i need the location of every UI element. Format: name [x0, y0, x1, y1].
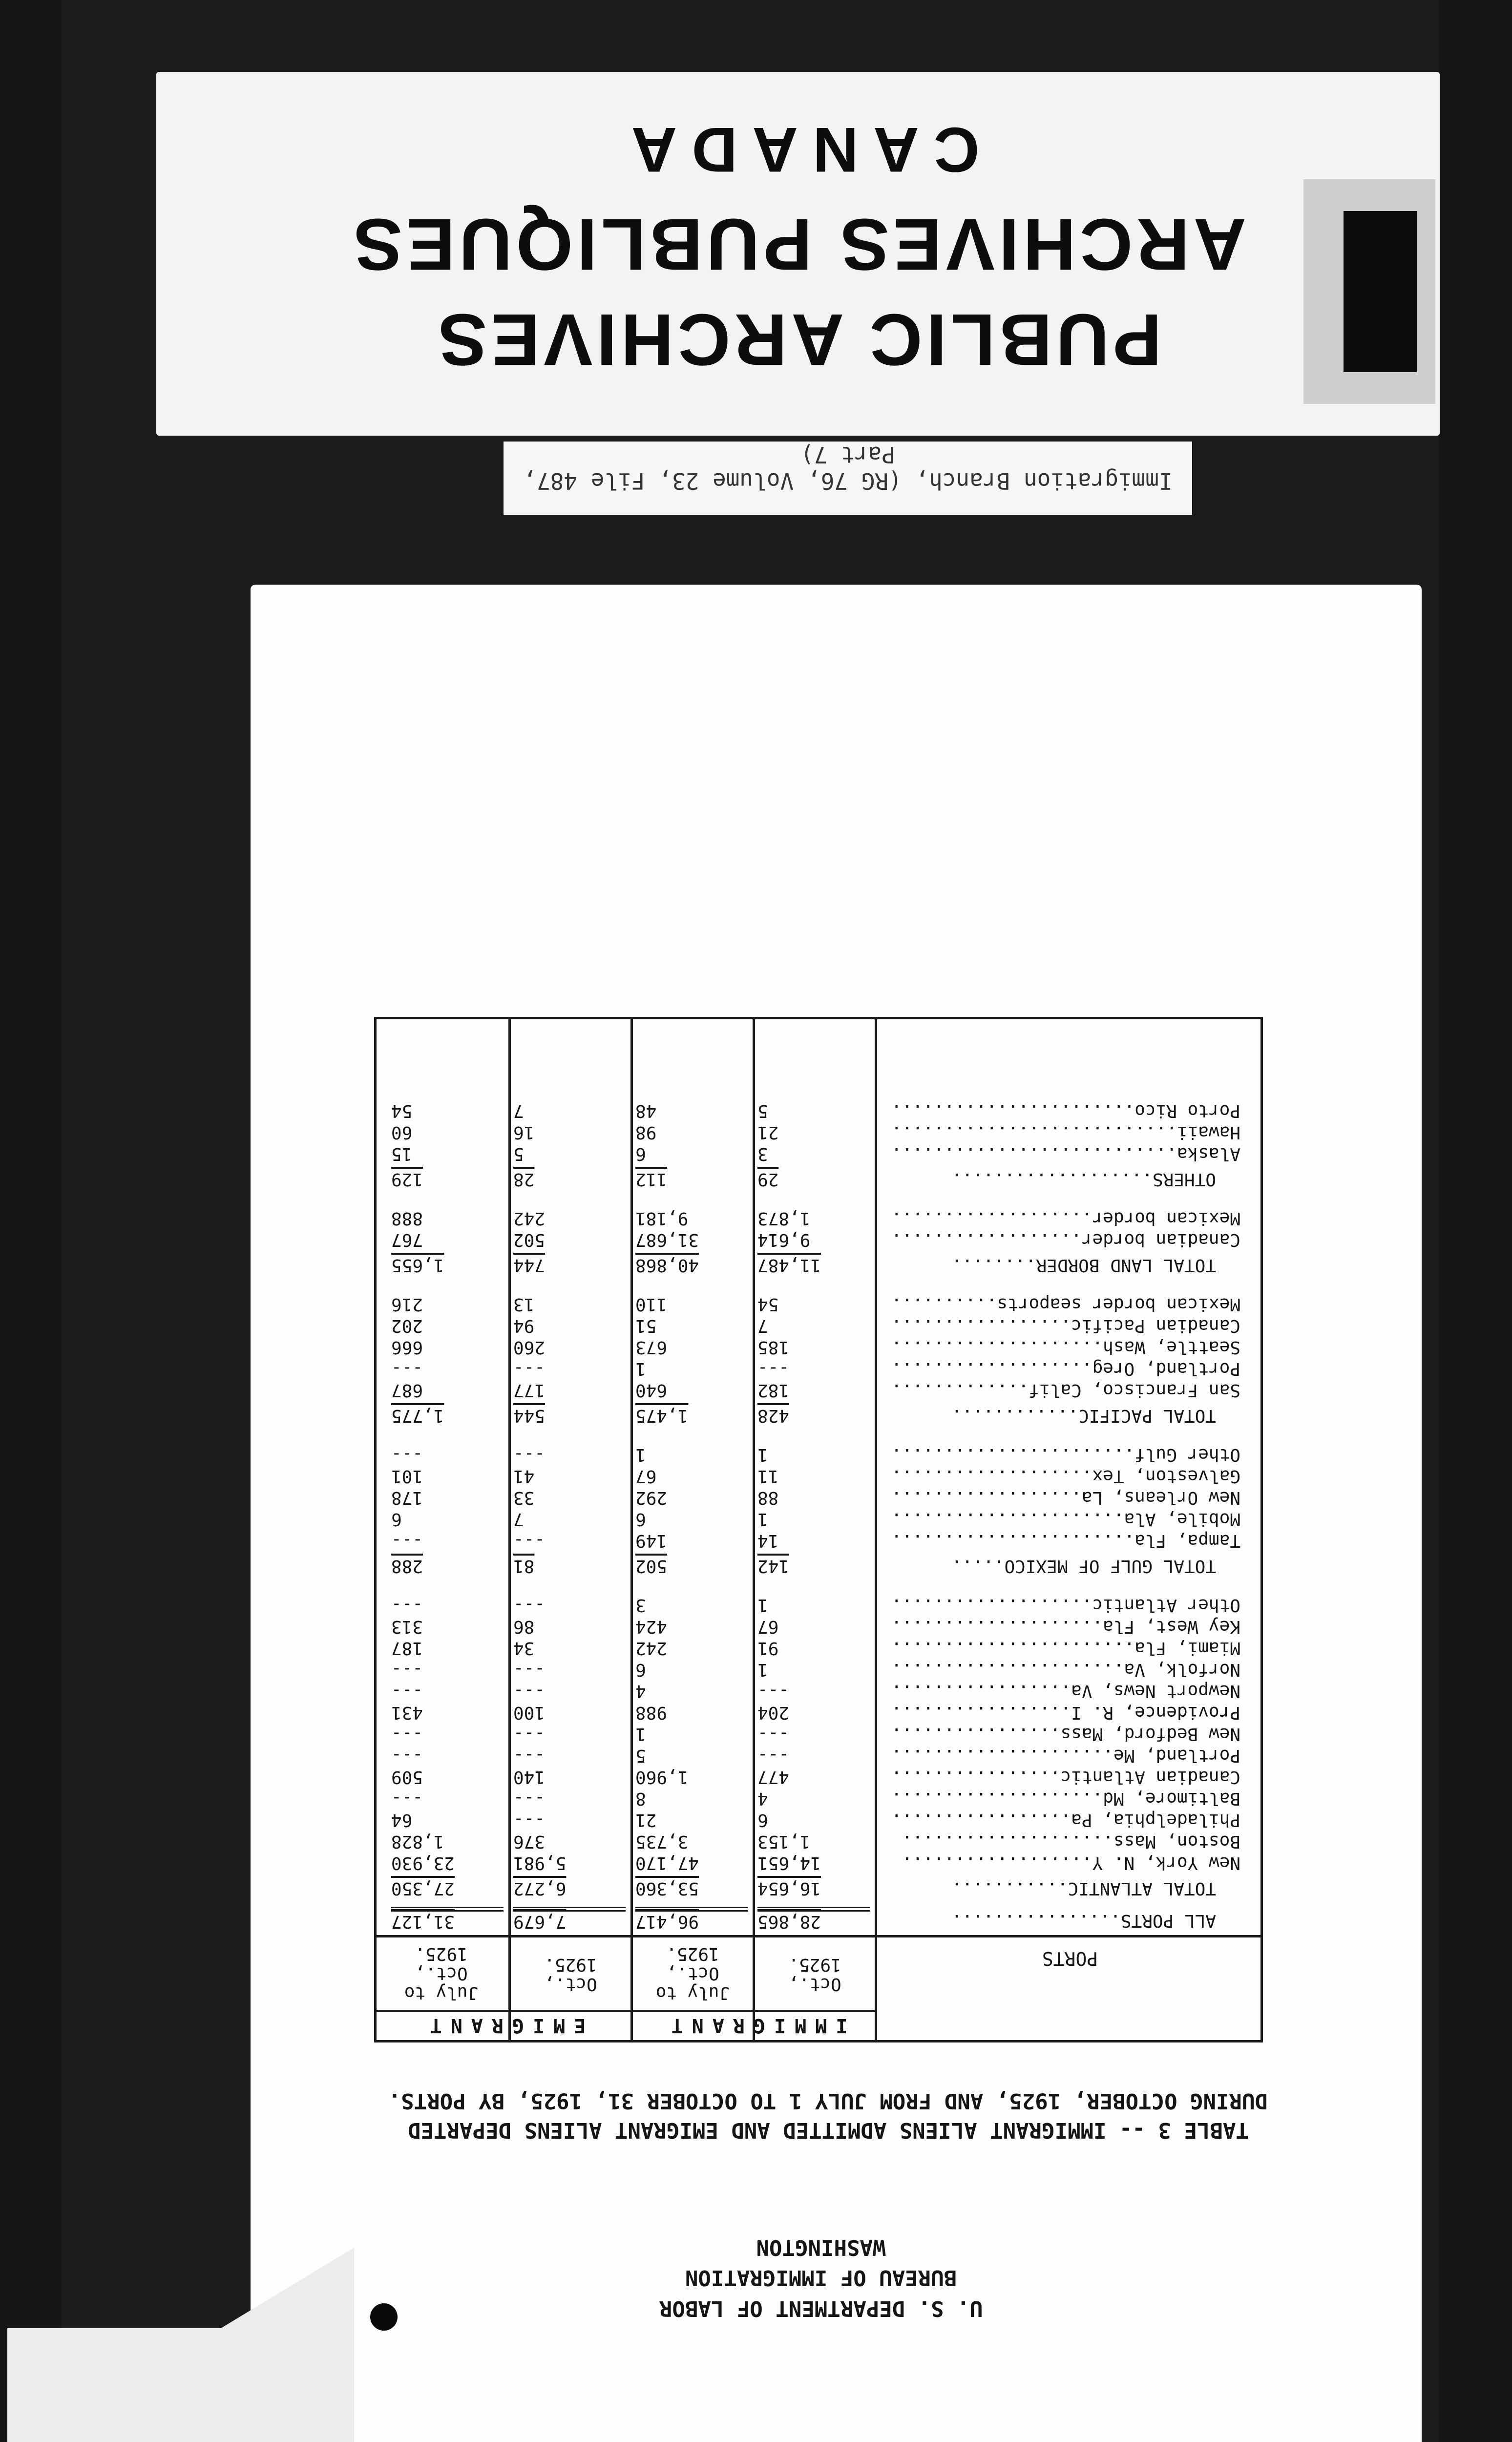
cell-value: 242 [635, 1638, 668, 1658]
col-emigrant-jul-oct: July to Oct., 1925. [404, 1944, 479, 2003]
ports-column-header: PORTS [1042, 1948, 1098, 1969]
port-name: Alaska........................... [891, 1144, 1240, 1164]
table-row [374, 1465, 1263, 1487]
cell-value: 28 [513, 1169, 535, 1189]
port-name: New Bedford, Mass................ [891, 1724, 1240, 1744]
table-row [374, 1910, 1263, 1931]
cell-value: 182 [757, 1380, 790, 1400]
cell-value: --- [757, 1746, 790, 1766]
header-rule [374, 1935, 1263, 1937]
archive-reference: Immigration Branch, (RG 76, Volume 23, File 487, Part 7) [523, 442, 1173, 494]
cell-value: 5,981 [513, 1853, 567, 1873]
cell-value: 14,651 [757, 1853, 821, 1873]
port-name: Mexican border................... [891, 1208, 1240, 1228]
cell-value: 3,735 [635, 1832, 689, 1852]
port-name: TOTAL ATLANTIC........... [951, 1878, 1216, 1898]
bureau-heading: BUREAU OF IMMIGRATION [685, 2265, 957, 2290]
port-name: Mexican border seaports.......... [891, 1294, 1240, 1314]
cell-value: 1,475 [635, 1406, 689, 1426]
table-row [374, 1680, 1263, 1702]
cell-value: --- [757, 1359, 790, 1379]
cell-value: 13 [513, 1294, 535, 1314]
cell-value: 48 [635, 1101, 657, 1121]
cell-value: 110 [635, 1294, 668, 1314]
cell-value: 140 [513, 1767, 546, 1787]
table-row [374, 1788, 1263, 1809]
city-heading: WASHINGTON [756, 2235, 886, 2260]
cell-value: 5 [513, 1144, 524, 1164]
table-row [374, 1831, 1263, 1852]
cell-value: 9,181 [635, 1208, 689, 1228]
cell-value: --- [513, 1595, 546, 1615]
cell-value: --- [513, 1789, 546, 1809]
cell-value: 767 [391, 1230, 423, 1250]
cell-value: --- [391, 1445, 423, 1465]
cell-value: --- [513, 1660, 546, 1680]
cell-value: 1,873 [757, 1208, 811, 1228]
port-name: Providence, R. I................. [891, 1703, 1240, 1723]
port-name: Seattle, Wash.................... [891, 1337, 1240, 1357]
cell-value: 16,654 [757, 1878, 821, 1898]
cell-value: 21 [635, 1810, 657, 1830]
cell-value: 23,930 [391, 1853, 455, 1873]
cell-value: 177 [513, 1380, 546, 1400]
cell-value: --- [513, 1445, 546, 1465]
cell-value: 27,350 [391, 1878, 455, 1898]
cell-value: --- [513, 1681, 546, 1701]
cell-value: --- [513, 1746, 546, 1766]
port-name: Mobile, Ala...................... [891, 1509, 1240, 1529]
port-name: Porto Rico....................... [891, 1101, 1240, 1121]
port-name: Norfolk, Va...................... [891, 1660, 1240, 1680]
cell-value: 313 [391, 1617, 423, 1637]
port-name: TOTAL GULF OF MEXICO..... [951, 1556, 1216, 1576]
table-row [374, 1100, 1263, 1121]
table-row [374, 1723, 1263, 1745]
cell-value: 15 [391, 1144, 413, 1164]
cell-value: 1 [757, 1509, 768, 1529]
port-name: Other Atlantic................... [891, 1595, 1240, 1615]
cell-value: --- [513, 1810, 546, 1830]
cell-value: 96,417 [635, 1907, 748, 1931]
cell-value: 4 [757, 1789, 768, 1809]
cell-value: 242 [513, 1208, 546, 1228]
cell-value: 129 [391, 1169, 423, 1189]
table-row [374, 1809, 1263, 1831]
col-emigrant-oct: Oct., 1925. [544, 1955, 597, 1994]
cell-value: 9,614 [757, 1230, 811, 1250]
table-row [374, 1293, 1263, 1315]
cell-value: 88 [757, 1488, 779, 1508]
cell-value: --- [391, 1660, 423, 1680]
cell-value: 178 [391, 1488, 423, 1508]
cell-value: 1,655 [391, 1255, 444, 1275]
table-row [374, 1659, 1263, 1680]
port-name: Portland, Me..................... [891, 1746, 1240, 1766]
port-name: Portland, Oreg................... [891, 1359, 1240, 1379]
col-immigrant-oct: Oct., 1925. [788, 1955, 841, 1994]
cell-value: 67 [757, 1617, 779, 1637]
cell-value: 6,272 [513, 1878, 567, 1898]
port-name: Tampa, Fla....................... [891, 1531, 1240, 1551]
cell-value: --- [757, 1681, 790, 1701]
cell-value: 101 [391, 1466, 423, 1486]
cell-value: 3 [635, 1595, 646, 1615]
cell-value: 288 [391, 1556, 423, 1576]
table-row [374, 1487, 1263, 1508]
cell-value: 1,153 [757, 1832, 811, 1852]
table-row [374, 1315, 1263, 1336]
archives-title-en: PUBLIC ARCHIVES [434, 299, 1162, 381]
cell-value: 260 [513, 1337, 546, 1357]
reference-strip [504, 442, 1192, 515]
port-name: Canadian Pacific................. [891, 1316, 1240, 1336]
port-name: New York, N. Y.................. [902, 1853, 1240, 1873]
cell-value: 4 [635, 1681, 646, 1701]
cell-value: --- [391, 1681, 423, 1701]
cell-value: 91 [757, 1638, 779, 1658]
cell-value: 502 [513, 1230, 546, 1250]
cell-value: 6 [635, 1509, 646, 1529]
cell-value: 81 [513, 1556, 535, 1576]
cell-value: 53,360 [635, 1878, 699, 1898]
cell-value: 112 [635, 1169, 668, 1189]
table-row [374, 1766, 1263, 1788]
cell-value: 424 [635, 1617, 668, 1637]
table-row [374, 1229, 1263, 1250]
cell-value: 3 [757, 1144, 768, 1164]
cell-value: --- [513, 1531, 546, 1551]
cell-value: 544 [513, 1406, 546, 1426]
port-name: Hawaii........................... [891, 1122, 1240, 1142]
cell-value: 1 [757, 1595, 768, 1615]
table-row [374, 1405, 1263, 1426]
cell-value: 640 [635, 1380, 668, 1400]
cell-value: 988 [635, 1703, 668, 1723]
table-row [374, 1637, 1263, 1659]
port-name: Boston, Mass.................... [902, 1832, 1240, 1852]
cell-value: 888 [391, 1208, 423, 1228]
cell-value: 6 [757, 1810, 768, 1830]
cell-value: 64 [391, 1810, 413, 1830]
table-row [374, 1254, 1263, 1276]
cell-value: 202 [391, 1316, 423, 1336]
cell-value: 7 [513, 1101, 524, 1121]
cell-value: 216 [391, 1294, 423, 1314]
port-name: ALL PORTS................ [951, 1911, 1216, 1931]
cell-value: 60 [391, 1122, 413, 1142]
cell-value: --- [391, 1746, 423, 1766]
cell-value: 187 [391, 1638, 423, 1658]
cell-value: 41 [513, 1466, 535, 1486]
group-header-rule [374, 2010, 877, 2012]
table-row [374, 1594, 1263, 1616]
table-row [374, 1121, 1263, 1143]
cell-value: 1 [757, 1660, 768, 1680]
cell-value: 1 [635, 1359, 646, 1379]
table-row [374, 1530, 1263, 1551]
table-row [374, 1555, 1263, 1577]
port-name: San Francisco, Calif............. [891, 1380, 1240, 1400]
cell-value: 6 [635, 1144, 646, 1164]
cell-value: 744 [513, 1255, 546, 1275]
col-immigrant-jul-oct: July to Oct., 1925. [655, 1944, 730, 2003]
port-name: Key West, Fla.................... [891, 1617, 1240, 1637]
cell-value: 204 [757, 1703, 790, 1723]
table-row [374, 1508, 1263, 1530]
port-name: Other Gulf....................... [891, 1445, 1240, 1465]
cell-value: 5 [757, 1101, 768, 1121]
port-name: Canadian Atlantic................ [891, 1767, 1240, 1787]
cell-value: 7 [757, 1316, 768, 1336]
cell-value: 185 [757, 1337, 790, 1357]
card-tab-shadow [1344, 211, 1417, 372]
cell-value: 54 [757, 1294, 779, 1314]
port-name: Baltimore, Md.................... [891, 1789, 1240, 1809]
cell-value: --- [391, 1531, 423, 1551]
department-heading: U. S. DEPARTMENT OF LABOR [659, 2296, 983, 2321]
cell-value: 673 [635, 1337, 668, 1357]
cell-value: 687 [391, 1380, 423, 1400]
cell-value: 7 [513, 1509, 524, 1529]
cell-value: 11,487 [757, 1255, 821, 1275]
cell-value: --- [513, 1724, 546, 1744]
cell-value: 34 [513, 1638, 535, 1658]
port-name: Canadian border.................. [891, 1230, 1240, 1250]
cell-value: 1 [635, 1445, 646, 1465]
cell-value: 1,775 [391, 1406, 444, 1426]
table-row [374, 1143, 1263, 1164]
cell-value: 31,127 [391, 1907, 504, 1931]
table-title: TABLE 3 -- IMMIGRANT ALIENS ADMITTED AND EMIGRANT ALIENS DEPARTED [408, 2118, 1249, 2143]
cell-value: --- [391, 1595, 423, 1615]
cell-value: 14 [757, 1531, 779, 1551]
port-name: Philadelphia, Pa................. [891, 1810, 1240, 1830]
cell-value: 94 [513, 1316, 535, 1336]
cell-value: 40,868 [635, 1255, 699, 1275]
cell-value: 67 [635, 1466, 657, 1486]
table-row [374, 1745, 1263, 1766]
cell-value: 33 [513, 1488, 535, 1508]
port-name: Galveston, Tex................... [891, 1466, 1240, 1486]
cell-value: 149 [635, 1531, 668, 1551]
table-subtitle: DURING OCTOBER, 1925, AND FROM JULY 1 TO OCTOBER 31, 1925, BY PORTS. [388, 2088, 1268, 2113]
cell-value: 502 [635, 1556, 668, 1576]
port-name: TOTAL PACIFIC............ [951, 1406, 1216, 1426]
cell-value: 51 [635, 1316, 657, 1336]
cell-value: --- [757, 1724, 790, 1744]
immigrant-group-header: IMMIGRANT [662, 2014, 848, 2037]
port-name: Newport News, Va................. [891, 1681, 1240, 1701]
table-row [374, 1702, 1263, 1723]
cell-value: 86 [513, 1617, 535, 1637]
cell-value: 21 [757, 1122, 779, 1142]
cell-value: 29 [757, 1169, 779, 1189]
cell-value: 5 [635, 1746, 646, 1766]
cell-value: 11 [757, 1466, 779, 1486]
cell-value: 6 [635, 1660, 646, 1680]
table-row [374, 1358, 1263, 1379]
cell-value: 16 [513, 1122, 535, 1142]
cell-value: 142 [757, 1556, 790, 1576]
cell-value: 477 [757, 1767, 790, 1787]
port-name: Miami, Fla....................... [891, 1638, 1240, 1658]
table-row [374, 1616, 1263, 1637]
cell-value: 54 [391, 1101, 413, 1121]
cell-value: 7,679 [513, 1907, 626, 1931]
cell-value: 31,687 [635, 1230, 699, 1250]
archives-header-card [156, 72, 1440, 436]
cell-value: 1 [757, 1445, 768, 1465]
emigrant-group-header: EMIGRANT [421, 2014, 586, 2037]
cell-value: 100 [513, 1703, 546, 1723]
ports-table [374, 1017, 1263, 2042]
table-row [374, 1852, 1263, 1874]
cell-value: 28,865 [757, 1907, 870, 1931]
cell-value: 6 [391, 1509, 402, 1529]
cell-value: 47,170 [635, 1853, 699, 1873]
cell-value: 431 [391, 1703, 423, 1723]
table-row [374, 1168, 1263, 1190]
port-name: New Orleans, La.................. [891, 1488, 1240, 1508]
cell-value: --- [391, 1359, 423, 1379]
archives-country: CANADA [616, 114, 980, 186]
cell-value: 509 [391, 1767, 423, 1787]
cell-value: 1 [635, 1724, 646, 1744]
table-row [374, 1877, 1263, 1899]
cell-value: 376 [513, 1832, 546, 1852]
table-row [374, 1444, 1263, 1465]
table-row [374, 1207, 1263, 1229]
port-name: OTHERS................... [951, 1169, 1216, 1189]
table-row [374, 1379, 1263, 1401]
table-row [374, 1336, 1263, 1358]
cell-value: --- [391, 1724, 423, 1744]
archives-title-fr: ARCHIVES PUBLIQUES [350, 204, 1246, 286]
cell-value: 666 [391, 1337, 423, 1357]
port-name: TOTAL LAND BORDER........ [951, 1255, 1216, 1275]
cell-value: --- [513, 1359, 546, 1379]
cell-value: 98 [635, 1122, 657, 1142]
cell-value: 292 [635, 1488, 668, 1508]
cell-value: 1,828 [391, 1832, 444, 1852]
cell-value: 8 [635, 1789, 646, 1809]
cell-value: 428 [757, 1406, 790, 1426]
cell-value: --- [391, 1789, 423, 1809]
cell-value: 1,960 [635, 1767, 689, 1787]
